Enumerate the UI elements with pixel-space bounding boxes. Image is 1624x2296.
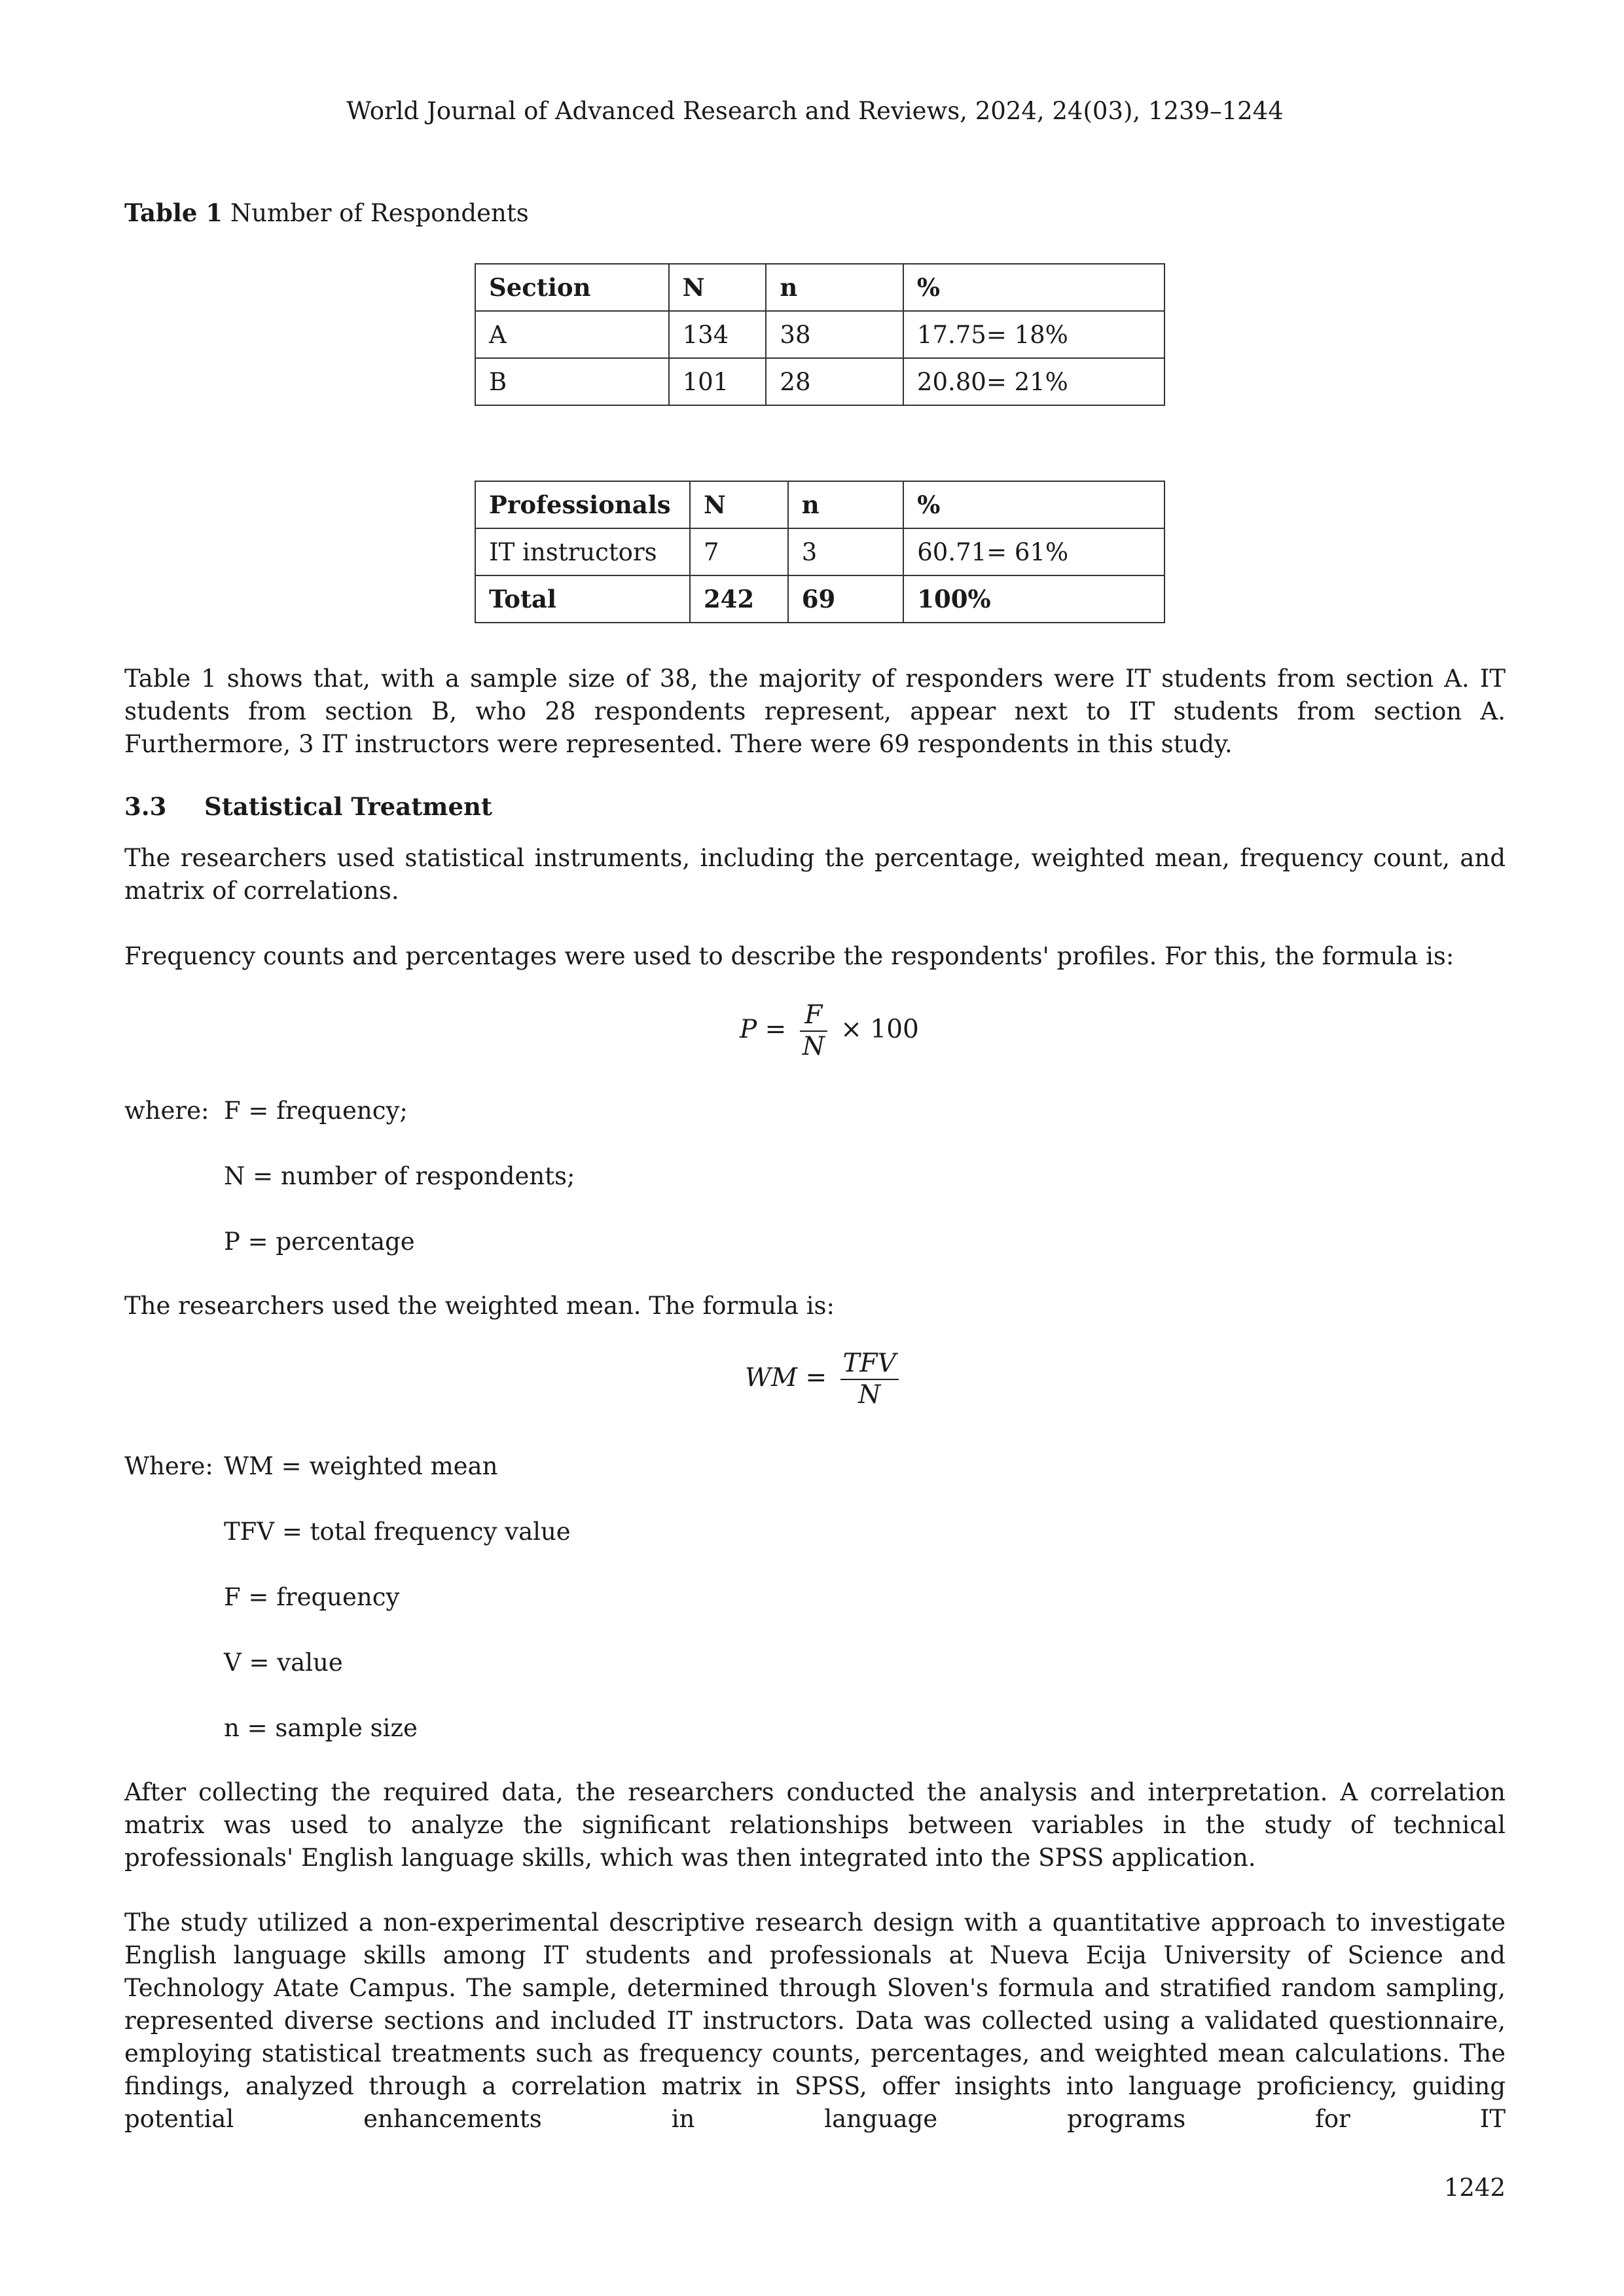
- formula-lhs: WM: [745, 1363, 798, 1393]
- table-header-cell: N: [669, 264, 767, 311]
- paragraph-table-summary: Table 1 shows that, with a sample size of 38, the majority of responders were IT students from section A. IT students from section B, who 28 respondents represent, appear next to IT students from section A. Furthermore, 3 IT instructors were represented. There were 69 respondents in this study.: [124, 665, 1506, 758]
- formula-times: ×: [840, 1015, 862, 1044]
- table-label: Table 1: [124, 198, 223, 227]
- formula-constant: 100: [870, 1015, 919, 1044]
- definitions-lead: where:: [124, 1097, 209, 1125]
- percentage-formula: [740, 1000, 919, 1062]
- table-caption-text: Number of Respondents: [230, 199, 529, 227]
- paragraph-study: The study utilized a non-experimental descriptive research design with a quantitative approach to investigate English language skills among IT students and professionals at Nueva Ecija University of Science and Technology Atate Campus. The sample, determined through Sloven's formula and stratified random sampling, represented diverse sections and included IT instructors. Data was collected using a validated questionnaire, employing statistical treatments such as frequency counts, percentages, and weighted mean calculations. The findings, analyzed through a correlation matrix in SPSS, offer insights into language proficiency, guiding potential enhancements in language programs for IT: [124, 1908, 1506, 2133]
- table-header-cell: N: [690, 481, 788, 528]
- table-header-cell: %: [903, 481, 1164, 528]
- table-cell: 3: [788, 528, 904, 575]
- paragraph-analysis: After collecting the required data, the researchers conducted the analysis and interpretation. A correlation matrix was used to analyze the significant relationships between variables in the study of technical professionals' English language skills, which was then integrated into the SPSS application.: [124, 1778, 1506, 1872]
- formula-equals: =: [805, 1363, 827, 1393]
- table-cell: Total: [475, 575, 690, 623]
- table-header-cell: %: [903, 264, 1164, 311]
- table-header-cell: Professionals: [475, 481, 690, 528]
- table-cell: IT instructors: [475, 528, 690, 575]
- table-cell: 60.71= 61%: [903, 528, 1164, 575]
- table-header-cell: n: [766, 264, 903, 311]
- definition-item: N = number of respondents;: [224, 1162, 575, 1190]
- table-row: [475, 358, 1164, 405]
- definition-item: P = percentage: [224, 1228, 415, 1256]
- table-cell: B: [475, 358, 669, 405]
- professionals-table: [475, 481, 1165, 623]
- table-cell: 100%: [903, 575, 1164, 623]
- table-caption: [124, 196, 529, 230]
- table-header-row: [475, 481, 1164, 528]
- definitions-lead: Where:: [124, 1452, 213, 1480]
- section-heading: [124, 792, 492, 821]
- paragraph-instruments: The researchers used statistical instruments, including the percentage, weighted mean, frequency count, and matrix of correlations.: [124, 844, 1506, 905]
- section-title: Statistical Treatment: [204, 792, 492, 821]
- definition-item: n = sample size: [224, 1714, 418, 1742]
- definition-item: F = frequency;: [224, 1097, 408, 1125]
- table-cell: 28: [766, 358, 903, 405]
- page-number: 1242: [1443, 2174, 1506, 2202]
- paragraph-weighted-mean: The researchers used the weighted mean. The formula is:: [124, 1292, 835, 1320]
- formula-equals: =: [765, 1015, 787, 1044]
- formula-lhs: P: [740, 1015, 757, 1044]
- formula-numerator: F: [800, 1000, 827, 1032]
- definition-item: F = frequency: [224, 1583, 400, 1611]
- table-cell: 134: [669, 311, 767, 358]
- definition-item: V = value: [224, 1649, 343, 1677]
- paragraph-frequency: Frequency counts and percentages were used to describe the respondents' profiles. For this, the formula is:: [124, 942, 1454, 970]
- table-cell: 17.75= 18%: [903, 311, 1164, 358]
- formula-numerator: TFV: [840, 1349, 899, 1380]
- table-cell: 101: [669, 358, 767, 405]
- formula-fraction: [800, 1000, 827, 1062]
- running-header: World Journal of Advanced Research and Reviews, 2024, 24(03), 1239–1244: [346, 97, 1284, 125]
- section-number: 3.3: [124, 792, 167, 821]
- table-cell: 7: [690, 528, 788, 575]
- table-cell: 242: [690, 575, 788, 623]
- table-header-row: [475, 264, 1164, 311]
- table-header-cell: Section: [475, 264, 669, 311]
- table-cell: A: [475, 311, 669, 358]
- table-cell: 20.80= 21%: [903, 358, 1164, 405]
- table-cell: 69: [788, 575, 904, 623]
- definition-item: WM = weighted mean: [224, 1452, 498, 1480]
- weighted-mean-formula: [745, 1349, 904, 1410]
- sections-table: [475, 263, 1165, 406]
- table-row: [475, 311, 1164, 358]
- table-row: [475, 528, 1164, 575]
- table-total-row: [475, 575, 1164, 623]
- definition-item: TFV = total frequency value: [224, 1518, 571, 1546]
- table-header-cell: n: [788, 481, 904, 528]
- formula-fraction: [840, 1349, 899, 1410]
- formula-denominator: N: [858, 1380, 881, 1410]
- formula-denominator: N: [802, 1032, 825, 1061]
- table-cell: 38: [766, 311, 903, 358]
